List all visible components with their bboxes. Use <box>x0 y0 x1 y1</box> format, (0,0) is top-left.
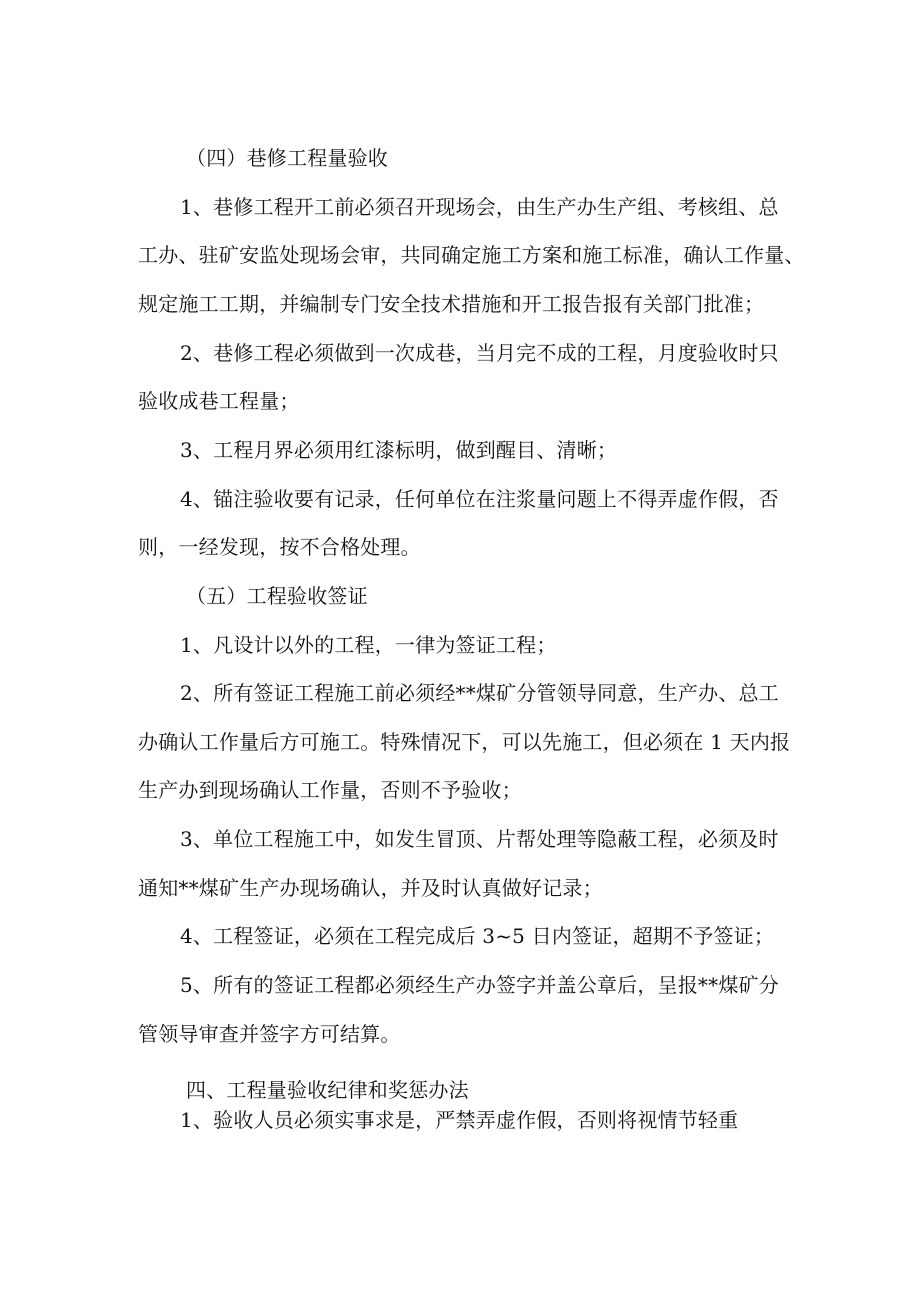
discipline-section-heading: 四、工程量验收纪律和奖惩办法 <box>186 1078 469 1102</box>
section-four-item-2-line-1: 2、巷修工程必须做到一次成巷，当月完不成的工程，月度验收时只 <box>180 341 779 365</box>
section-five-heading: （五）工程验收签证 <box>186 584 368 608</box>
section-five-item-1-line-1: 1、凡设计以外的工程，一律为签证工程； <box>180 633 557 657</box>
section-four-item-4-line-2: 则，一经发现，按不合格处理。 <box>138 535 421 559</box>
section-four-item-1-line-2: 工办、驻矿安监处现场会审，共同确定施工方案和施工标准，确认工作量、 <box>138 243 805 267</box>
section-four-heading: （四）巷修工程量验收 <box>186 146 388 170</box>
section-four-item-3-line-1: 3、工程月界必须用红漆标明，做到醒目、清晰； <box>180 438 618 462</box>
section-four-item-1-line-3: 规定施工工期，并编制专门安全技术措施和开工报告报有关部门批准； <box>138 292 765 316</box>
section-five-item-5-line-1: 5、所有的签证工程都必须经生产办签字并盖公章后，呈报**煤矿分 <box>180 973 779 997</box>
section-five-item-4-line-1: 4、工程签证，必须在工程完成后 3~5 日内签证，超期不予签证； <box>180 924 775 948</box>
section-five-item-3-line-1: 3、单位工程施工中，如发生冒顶、片帮处理等隐蔽工程，必须及时 <box>180 827 779 851</box>
section-five-item-2-line-2: 办确认工作量后方可施工。特殊情况下，可以先施工，但必须在 1 天内报 <box>138 730 791 754</box>
section-four-item-4-line-1: 4、锚注验收要有记录，任何单位在注浆量问题上不得弄虚作假，否 <box>180 487 779 511</box>
section-five-item-2-line-3: 生产办到现场确认工作量，否则不予验收； <box>138 778 522 802</box>
section-five-item-2-line-1: 2、所有签证工程施工前必须经**煤矿分管领导同意，生产办、总工 <box>180 681 779 705</box>
discipline-item-1-line-1: 1、验收人员必须实事求是，严禁弄虚作假，否则将视情节轻重 <box>180 1108 739 1132</box>
section-five-item-3-line-2: 通知**煤矿生产办现场确认，并及时认真做好记录； <box>138 876 603 900</box>
section-four-item-1-line-1: 1、巷修工程开工前必须召开现场会，由生产办生产组、考核组、总 <box>180 195 779 219</box>
section-five-item-5-line-2: 管领导审查并签字方可结算。 <box>138 1022 401 1046</box>
section-four-item-2-line-2: 验收成巷工程量； <box>138 389 300 413</box>
